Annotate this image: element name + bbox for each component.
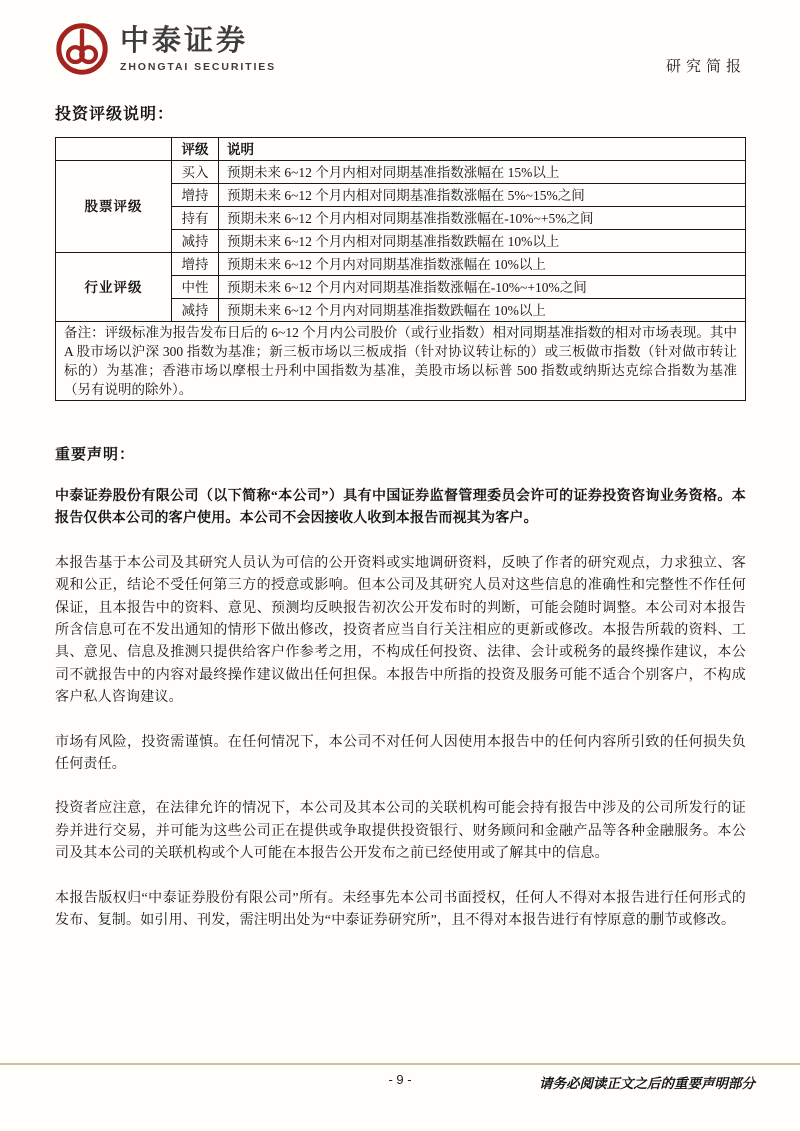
rating-cell: 中性	[172, 276, 219, 299]
table-note-row	[56, 322, 746, 401]
table-header-row	[56, 138, 746, 161]
footer-disclaimer: 请务必阅读正文之后的重要声明部分	[539, 1076, 755, 1091]
brand-name-cn: 中泰证券	[120, 25, 249, 58]
footer-divider	[0, 1063, 800, 1065]
description-cell: 预期未来 6~12 个月内相对同期基准指数涨幅在 5%~15%之间	[219, 184, 746, 207]
ratings-table	[55, 137, 746, 401]
rating-cell: 买入	[172, 161, 219, 184]
brand-text	[120, 25, 276, 72]
statement-paragraph: 市场有风险，投资需谨慎。在任何情况下，本公司不对任何人因使用本报告中的任何内容所引致的任何损失负任何责任。	[55, 734, 746, 773]
report-type-label: 研究简报	[665, 59, 746, 75]
header-category-cell	[56, 138, 172, 161]
ratings-section-title: 投资评级说明：	[55, 106, 175, 123]
industry-rating-group-cell: 行业评级	[56, 253, 172, 322]
rating-cell: 持有	[172, 207, 219, 230]
statement-paragraph: 投资者应注意，在法律允许的情况下，本公司及其本公司的关联机构可能会持有报告中涉及的公司所发行的证券并进行交易，并可能为这些公司正在提供或争取提供投资银行、财务顾问和金融产品等各种金融服务。本公司及其本公司的关联机构或个人可能在本报告公开发布之前已经使用或了解其中的信息。	[55, 801, 746, 862]
statement-paragraph: 本报告版权归“中泰证券股份有限公司”所有。未经事先本公司书面授权，任何人不得对本报告进行任何形式的发布、复制。如引用、刊发，需注明出处为“中泰证券研究所”，且不得对本报告进行有悖原意的删节或修改。	[55, 890, 746, 929]
description-cell: 预期未来 6~12 个月内对同期基准指数跌幅在 10%以上	[219, 299, 746, 322]
ratings-note-cell: 备注：评级标准为报告发布日后的 6~12 个月内公司股价（或行业指数）相对同期基准指数的相对市场表现。其中 A 股市场以沪深 300 指数为基准；新三板市场以三板成指（针对协议转让标的）或三板做市指数（针对做市转让标的）为基准；香港市场以摩根士丹利中国指数为基准，美股市场以标普 500 指数或纳斯达克综合指数为基准（另有说明的除外）。	[56, 322, 746, 401]
description-cell: 预期未来 6~12 个月内对同期基准指数涨幅在-10%~+10%之间	[219, 276, 746, 299]
rating-cell: 增持	[172, 184, 219, 207]
page-footer	[0, 1063, 800, 1131]
rating-cell: 减持	[172, 299, 219, 322]
statement-heading: 重要声明：	[55, 447, 136, 463]
header-description-cell: 说明	[219, 138, 746, 161]
header-rating-cell: 评级	[172, 138, 219, 161]
rating-cell: 增持	[172, 253, 219, 276]
table-row	[56, 253, 746, 276]
brand-name-en: ZHONGTAI SECURITIES	[120, 60, 277, 73]
rating-cell: 减持	[172, 230, 219, 253]
description-cell: 预期未来 6~12 个月内相对同期基准指数涨幅在 15%以上	[219, 161, 746, 184]
description-cell: 预期未来 6~12 个月内相对同期基准指数涨幅在-10%~+5%之间	[219, 207, 746, 230]
statement-paragraph: 本报告基于本公司及其研究人员认为可信的公开资料或实地调研资料，反映了作者的研究观点，力求独立、客观和公正，结论不受任何第三方的授意或影响。但本公司及其研究人员对这些信息的准确性和完整性不作任何保证，且本报告中的资料、意见、预测均反映报告初次公开发布时的判断，可能会随时调整。本公司对本报告所含信息可在不发出通知的情形下做出修改，投资者应当自行关注相应的更新或修改。本报告所载的资料、工具、意见、信息及推测只提供给客户作参考之用，不构成任何投资、法律、会计或税务的最终操作建议，本公司不就报告中的内容对最终操作建议做出任何担保。本报告中所指的投资及服务可能不适合个别客户，不构成客户私人咨询建议。	[55, 555, 746, 706]
statement-lead-paragraph: 中泰证券股份有限公司（以下简称“本公司”）具有中国证券监督管理委员会许可的证券投资咨询业务资格。本报告仅供本公司的客户使用。本公司不会因接收人收到本报告而视其为客户。	[55, 489, 746, 527]
brand-logo	[55, 22, 276, 76]
stock-rating-group-cell: 股票评级	[56, 161, 172, 253]
description-cell: 预期未来 6~12 个月内对同期基准指数涨幅在 10%以上	[219, 253, 746, 276]
footer-row	[0, 1072, 800, 1092]
page-header	[55, 22, 746, 76]
table-row	[56, 161, 746, 184]
description-cell: 预期未来 6~12 个月内相对同期基准指数跌幅在 10%以上	[219, 230, 746, 253]
zhongtai-emblem-icon	[55, 22, 109, 76]
page-number: - 9 -	[388, 1072, 412, 1087]
